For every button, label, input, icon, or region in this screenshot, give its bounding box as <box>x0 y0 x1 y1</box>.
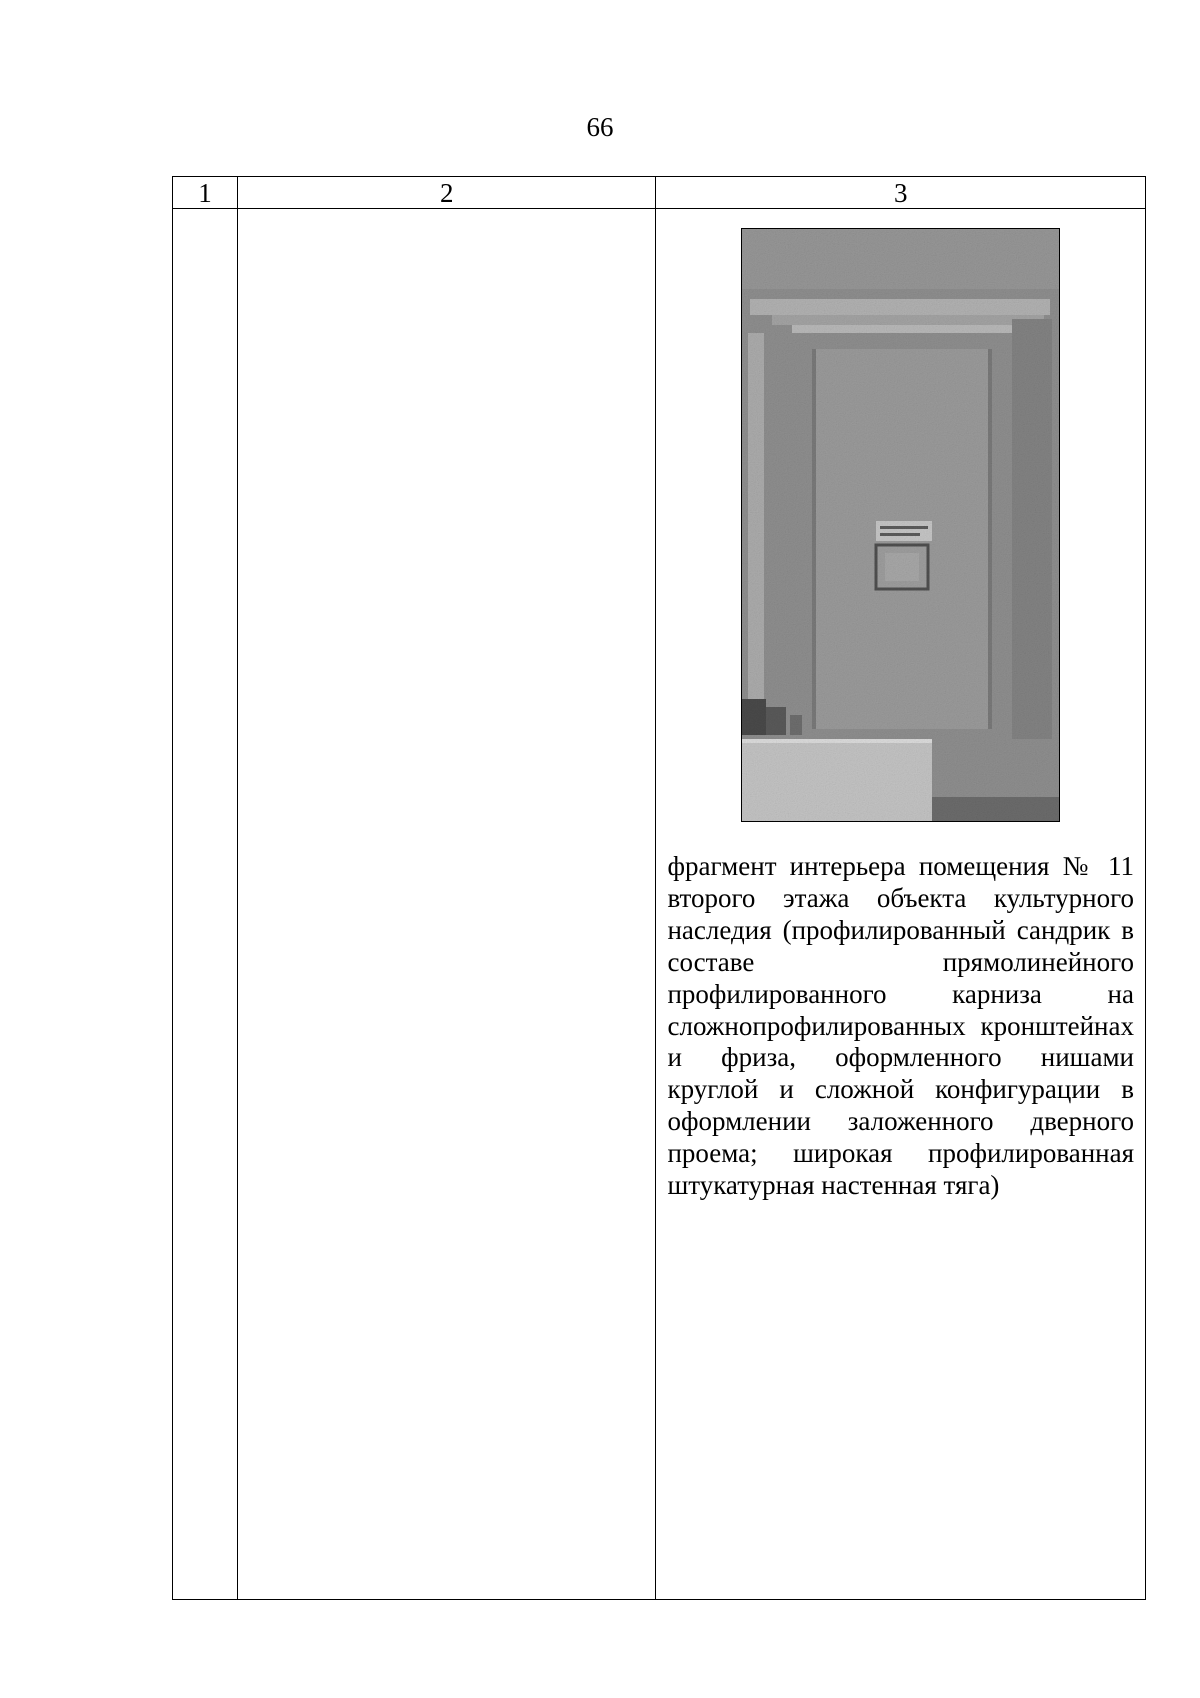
row-cell-1 <box>173 209 238 1600</box>
header-cell-3: 3 <box>656 177 1146 209</box>
interior-photo-image <box>742 229 1059 821</box>
table-header-row <box>173 177 1146 209</box>
row-cell-3 <box>656 209 1146 1600</box>
row-cell-2 <box>238 209 656 1600</box>
interior-photo <box>741 228 1060 822</box>
photo-caption: фрагмент интерьера помещения № 11 второго этажа объекта культурного наследия (профилированный сандрик в составе прямолинейного профилированного карниза на сложнопрофилированных кронштейнах и фриза, оформленного нишами круглой и сложной конфигурации в оформлении заложенного дверного проема; широкая профилированная штукатурная настенная тяга) <box>667 851 1134 1201</box>
page-number: 66 <box>586 112 614 142</box>
header-cell-1: 1 <box>173 177 238 209</box>
table-row <box>173 209 1146 1600</box>
header-cell-2: 2 <box>238 177 656 209</box>
document-table <box>172 176 1146 1600</box>
photo-container <box>656 209 1145 822</box>
